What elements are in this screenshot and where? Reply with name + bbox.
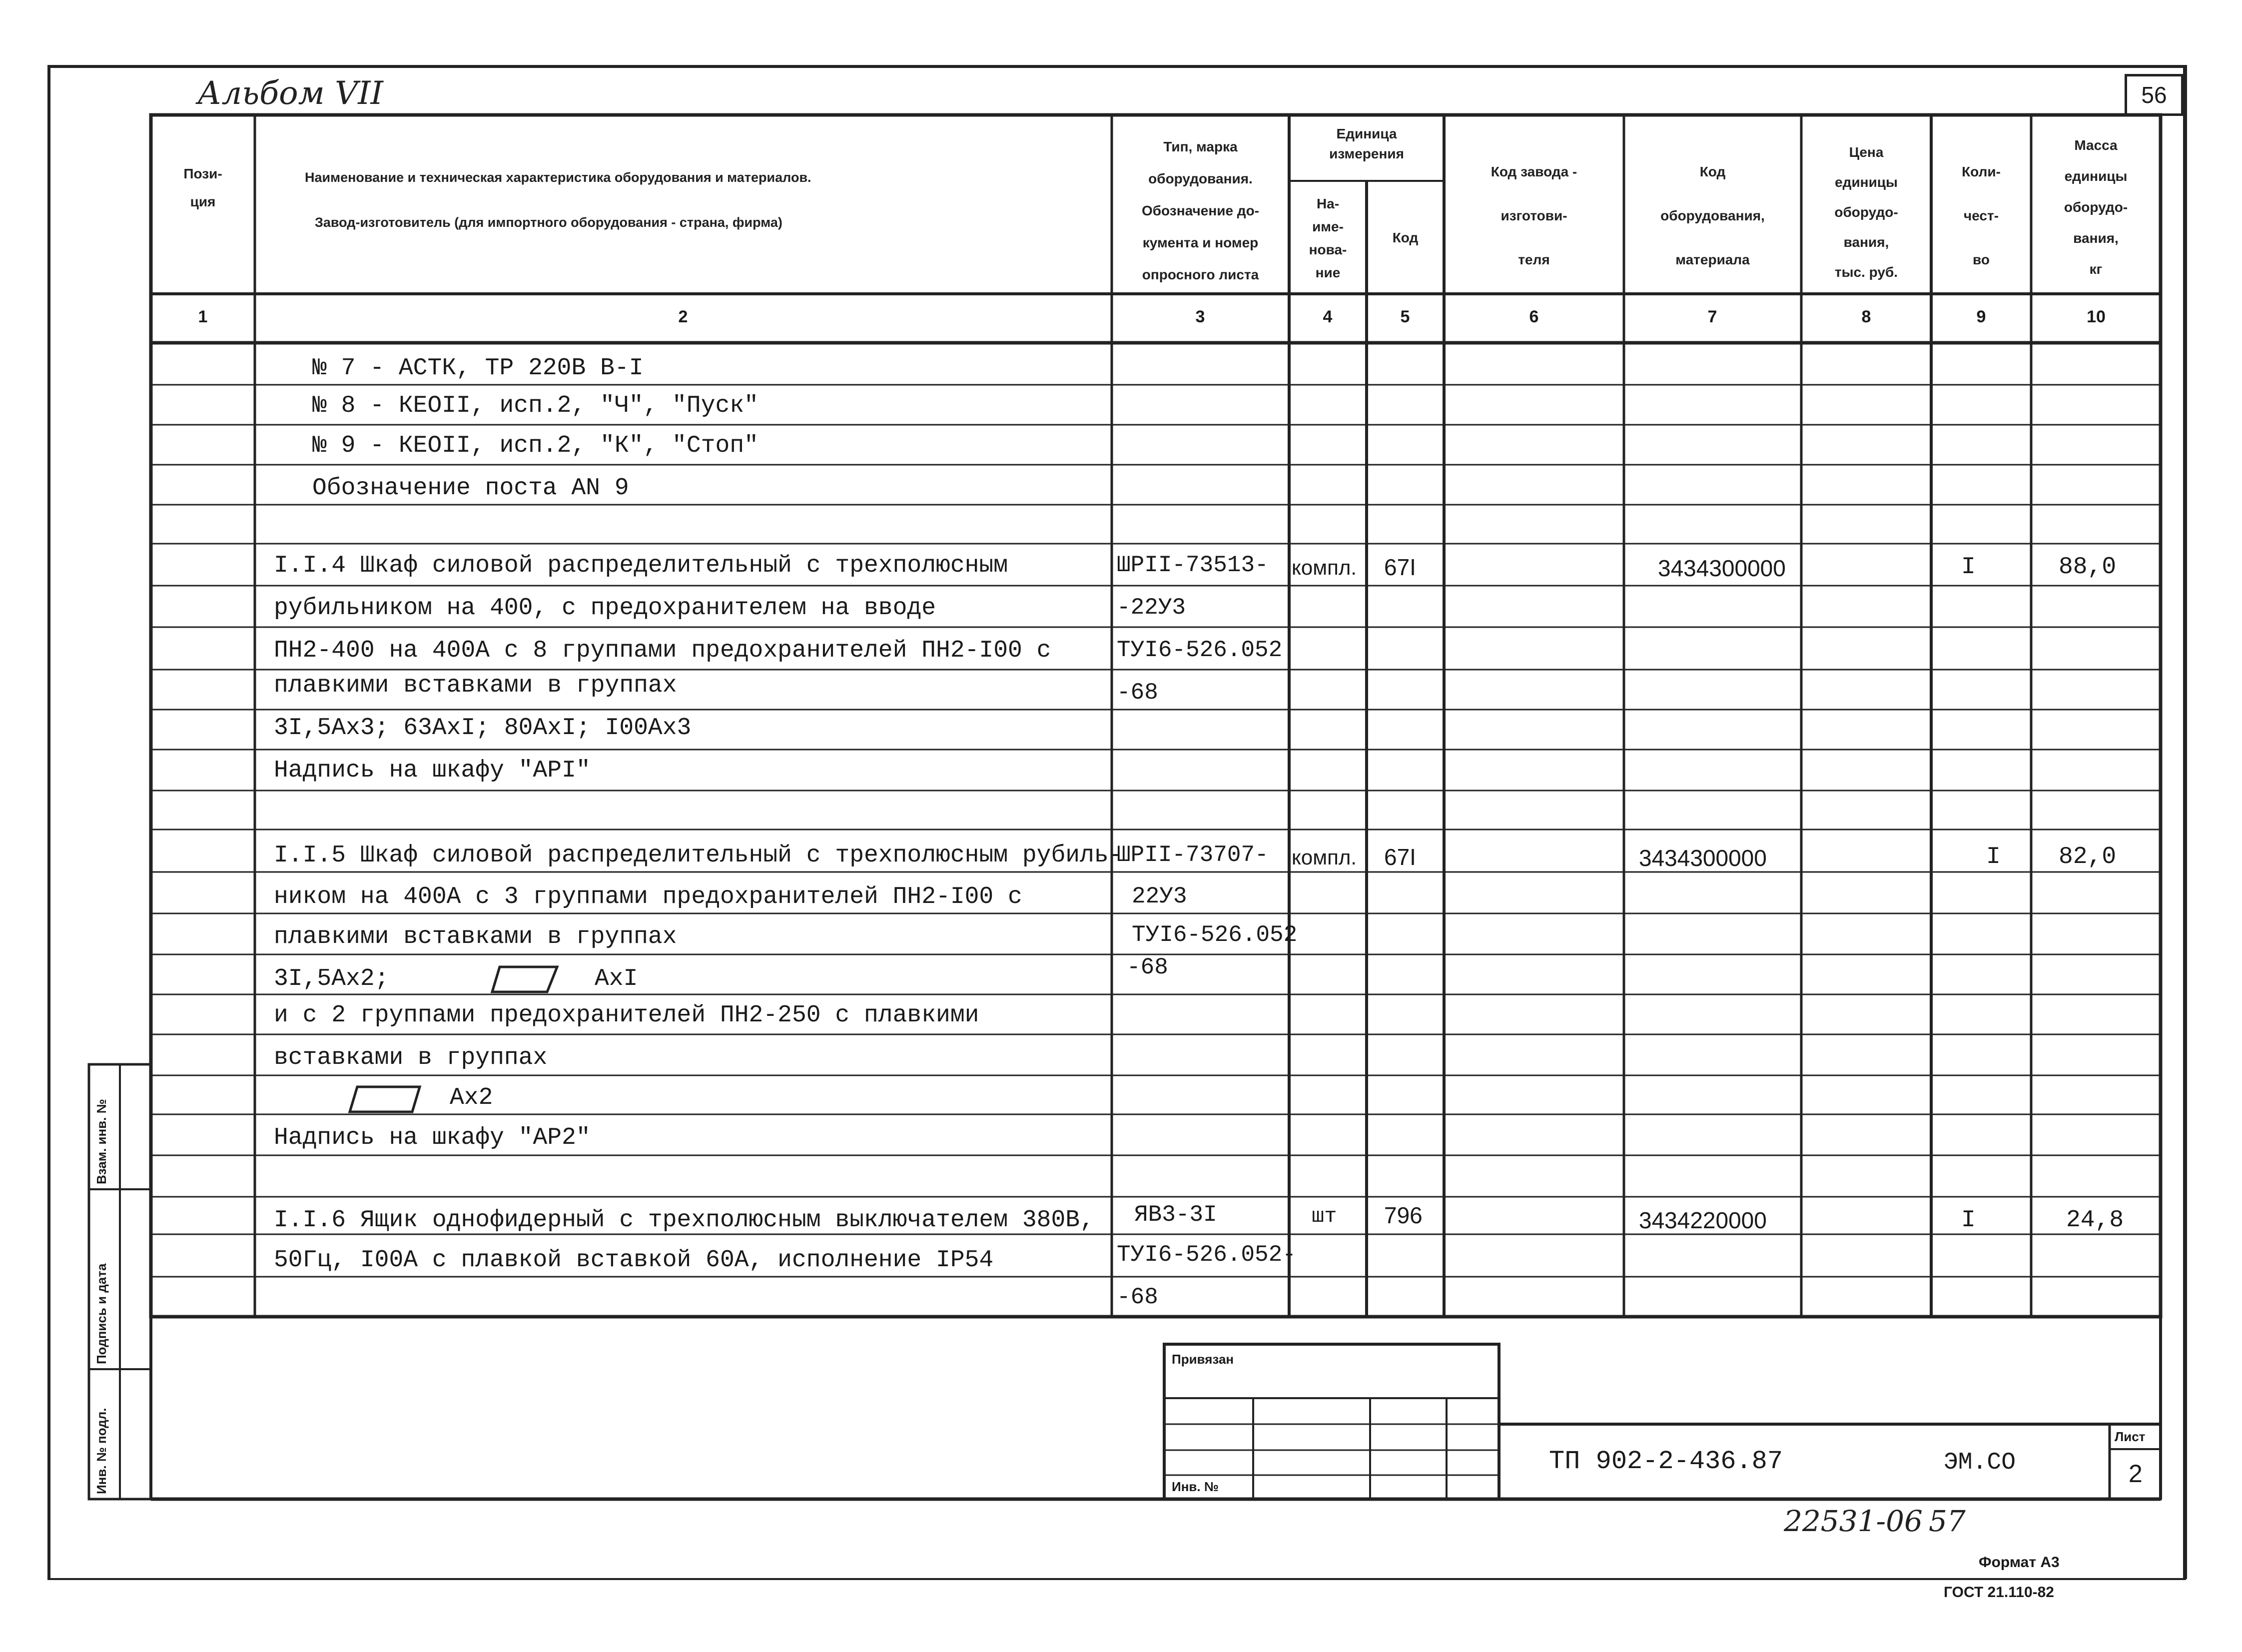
table-row-name: рубильником на 400, с предохранителем на вводе (274, 595, 936, 622)
table-row-name: плавкими вставками в группах (274, 672, 677, 699)
table-row-type: ШРII-73707- (1117, 842, 1269, 868)
format-label: Формат А3 (1979, 1554, 2060, 1571)
column-number: 5 (1400, 307, 1410, 326)
column-number: 1 (198, 307, 208, 326)
table-row-name: I.I.4 Шкаф силовой распределительный с трехполюсным (274, 552, 1008, 579)
header-equipment-code: Код оборудования, материала (1660, 164, 1765, 267)
header-name: Наименование и техническая характеристика оборудования и материалов. Завод-изготовитель (для импортного оборудования - страна, фирма) (305, 170, 811, 230)
table-row-unit-code: 67I (1384, 844, 1416, 870)
stamp-section: ЭМ.СО (1944, 1449, 2016, 1476)
stamp-sheet-label: Лист (2115, 1429, 2146, 1444)
table-row-unit-code: 67I (1384, 554, 1416, 580)
column-number: 9 (1976, 307, 1986, 326)
table-row-name: № 8 - КЕОII, исп.2, "Ч", "Пуск" (312, 392, 758, 419)
column-number: 6 (1529, 307, 1539, 326)
table-row-code: 3434220000 (1639, 1207, 1767, 1233)
column-number: 10 (2087, 307, 2106, 326)
table-row-qty: I (1961, 1207, 1976, 1234)
table-row-name: ПН2-400 на 400А с 8 группами предохранителей ПН2-I00 с (274, 637, 1051, 664)
header-quantity: Коли- чест- во (1962, 164, 2001, 267)
side-label-signature: Подпись и дата (94, 1263, 109, 1364)
table-row-name: 3I,5Ах2; (274, 965, 389, 992)
column-number: 4 (1323, 307, 1333, 326)
header-unit-price: Цена единицы оборудо- вания, тыс. руб. (1834, 144, 1898, 280)
blank-rating-mark (492, 967, 557, 992)
table-row-name: ником на 400А с 3 группами предохранителей ПН2-I00 с (274, 883, 1022, 910)
bottom-note: 22531-06 (1784, 1504, 1923, 1538)
table-row-unit: компл. (1292, 556, 1357, 579)
stamp-document-code: ТП 902-2-436.87 (1549, 1447, 1783, 1476)
table-row-name: Обозначение поста АN 9 (312, 475, 629, 502)
header-unit-mass: Масса единицы оборудо- вания, кг (2064, 137, 2128, 277)
column-number: 7 (1707, 307, 1717, 326)
side-label-replacement: Взам. инв. № (94, 1099, 109, 1184)
table-row-type: ТУI6-526.052 (1117, 637, 1283, 663)
table-row-type: -68 (1117, 680, 1158, 706)
table-row-unit: шт (1312, 1204, 1337, 1228)
table-row-mass: 88,0 (2059, 554, 2117, 581)
table-row-mass: 82,0 (2059, 843, 2117, 870)
table-row-name: плавкими вставками в группах (274, 923, 677, 950)
side-label-inventory: Инв. № подл. (94, 1408, 109, 1494)
table-row-unit: компл. (1292, 845, 1357, 869)
table-row-name-tail: АхI (595, 965, 638, 992)
table-row-name: 3I,5Ах3; 63АхI; 80АхI; I00Ах3 (274, 715, 692, 742)
stamp-bound-label: Привязан (1172, 1352, 1234, 1367)
table-row-unit-code: 796 (1384, 1202, 1423, 1228)
table-row-type: -68 (1127, 954, 1168, 980)
table-row-type: -68 (1117, 1284, 1158, 1310)
album-label: Альбом VII (197, 75, 383, 112)
header-unit-code: Код (1392, 230, 1419, 245)
table-row-qty: I (1961, 554, 1976, 581)
table-row-qty: I (1986, 843, 2001, 870)
table-row-name: Надпись на шкафу "АР2" (274, 1124, 591, 1151)
stamp-inventory-label: Инв. № (1172, 1479, 1219, 1494)
column-number: 2 (678, 307, 688, 326)
table-row-name: № 9 - КЕОII, исп.2, "К", "Стоп" (312, 432, 758, 459)
table-row-name: 50Гц, I00А с плавкой вставкой 60А, исполнение IP54 (274, 1247, 994, 1274)
standard-label: ГОСТ 21.110-82 (1944, 1584, 2054, 1601)
bottom-number: 57 (1929, 1504, 1966, 1538)
header-type: Тип, марка оборудования. Обозначение до- кумента и номер опросного листа (1141, 139, 1260, 282)
page-number: 56 (2125, 74, 2184, 116)
table-row-type: ЯВ3-3I (1134, 1202, 1217, 1228)
table-row-name-tail: Ах2 (450, 1084, 493, 1111)
header-unit-name: На- име- нова- ние (1309, 196, 1347, 280)
blank-rating-mark-2 (350, 1087, 420, 1112)
table-row-type: -22У3 (1117, 595, 1186, 621)
table-row-type: 22У3 (1132, 883, 1187, 909)
header-manufacturer-code: Код завода - изготови- теля (1491, 164, 1577, 267)
table-row-name: вставками в группах (274, 1044, 548, 1071)
table-row-name: № 7 - АСТК, ТР 220В В-I (312, 355, 644, 382)
table-row-type: ТУI6-526.052- (1117, 1242, 1296, 1268)
table-row-type: ШРII-73513- (1117, 552, 1269, 578)
table-row-code: 3434300000 (1639, 845, 1767, 871)
column-number: 8 (1861, 307, 1871, 326)
column-number: 3 (1195, 307, 1205, 326)
table-row-name: I.I.5 Шкаф силовой распределительный с трехполюсным рубиль- (274, 842, 1123, 869)
table-row-mass: 24,8 (2066, 1207, 2124, 1234)
table-row-type: ТУI6-526.052 (1132, 922, 1298, 948)
table-row-code: 3434300000 (1658, 555, 1786, 581)
table-row-name: Надпись на шкафу "АРI" (274, 757, 591, 784)
header-position: Пози- ция (183, 166, 222, 209)
header-unit: Единица измерения (1329, 126, 1404, 161)
table-row-name: и с 2 группами предохранителей ПН2-250 с плавкими (274, 1002, 979, 1029)
stamp-sheet-number: 2 (2129, 1460, 2143, 1488)
table-row-name: I.I.6 Ящик однофидерный с трехполюсным выключателем 380В, (274, 1207, 1094, 1234)
